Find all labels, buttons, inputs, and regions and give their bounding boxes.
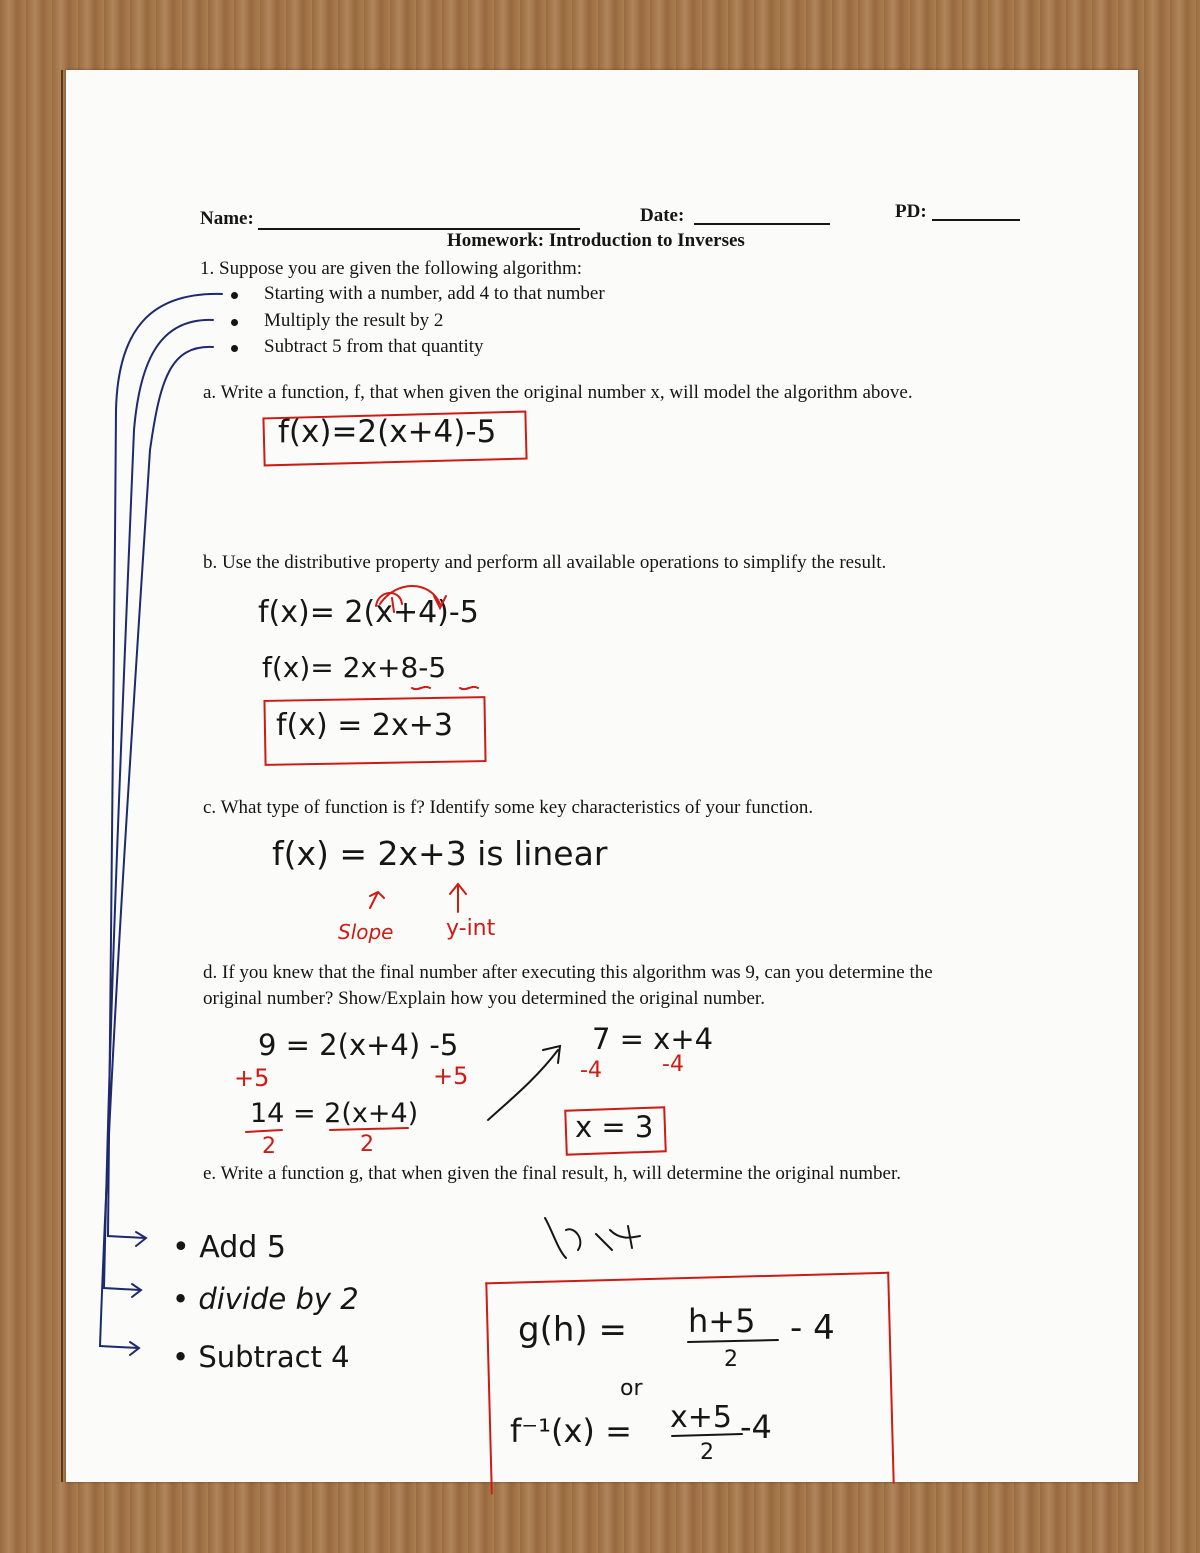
answer-e-step-3: • Subtract 4	[172, 1340, 350, 1374]
arrow-to-eq3	[488, 1050, 558, 1120]
q1-step-2: Multiply the result by 2	[264, 310, 444, 331]
answer-c-yint-label: y-int	[446, 916, 496, 941]
part-c-prompt: c. What type of function is f? Identify some key characteristics of your function.	[203, 797, 814, 818]
pd-label: PD:	[895, 201, 927, 222]
distribute-arrow-2	[380, 586, 446, 608]
cancel-marks	[412, 687, 478, 689]
answer-b-line-2: f(x)= 2x+8-5	[262, 651, 447, 684]
name-label: Name:	[200, 208, 254, 229]
answer-d-divide-left: 2	[262, 1134, 276, 1159]
arrow-divide	[104, 320, 213, 1290]
page-title: Homework: Introduction to Inverses	[447, 230, 745, 251]
scribble	[545, 1218, 640, 1258]
q1-prompt: 1. Suppose you are given the following algorithm:	[200, 258, 583, 279]
q1-step-3: Subtract 5 from that quantity	[264, 336, 484, 357]
yint-arrow-icon	[450, 884, 466, 912]
answer-e-or: or	[620, 1376, 643, 1401]
answer-e-step-3-text: Subtract 4	[198, 1340, 350, 1374]
answer-a: f(x)=2(x+4)-5	[278, 414, 497, 450]
answer-d-eq-3: 7 = x+4	[592, 1022, 714, 1056]
answer-d-minus4-left: -4	[580, 1058, 602, 1083]
answer-d-divide-right: 2	[360, 1132, 374, 1157]
answer-e-g-lhs: g(h) =	[518, 1310, 627, 1350]
part-e-prompt: e. Write a function g, that when given the final result, h, will determine the original number.	[203, 1163, 901, 1184]
answer-b-line-3: f(x) = 2x+3	[276, 708, 453, 743]
answer-e-g-numerator: h+5	[688, 1302, 756, 1340]
answer-e-g-denominator: 2	[724, 1347, 738, 1372]
finv-fraction-bar	[672, 1434, 742, 1436]
answer-c: f(x) = 2x+3 is linear	[272, 834, 608, 873]
answer-e-g-tail: - 4	[790, 1308, 835, 1348]
date-label: Date:	[640, 205, 685, 226]
answer-e-step-1: • Add 5	[172, 1230, 286, 1265]
answer-e-finv-lhs: f⁻¹(x) =	[510, 1412, 632, 1450]
part-d-prompt-line-1: d. If you knew that the final number after executing this algorithm was 9, can you determine the	[203, 962, 933, 983]
part-d-prompt-line-2: original number? Show/Explain how you determined the original number.	[203, 988, 765, 1009]
part-a-prompt: a. Write a function, f, that when given the original number x, will model the algorithm above.	[203, 382, 913, 403]
answer-d-minus4-right: -4	[662, 1052, 684, 1077]
g-fraction-bar	[688, 1340, 778, 1342]
answer-e-finv-denominator: 2	[700, 1440, 714, 1465]
answer-d-plus5-right: +5	[433, 1062, 469, 1090]
divide-bars	[246, 1128, 408, 1132]
answer-e-step-2-text: divide by 2	[198, 1282, 359, 1316]
answer-e-finv-numerator: x+5	[670, 1400, 732, 1435]
part-b-prompt: b. Use the distributive property and perform all available operations to simplify the result.	[203, 552, 887, 573]
answer-d-result: x = 3	[575, 1110, 654, 1144]
arrow-add-5	[108, 294, 222, 1238]
answer-b-line-1: f(x)= 2(x+4)-5	[258, 595, 479, 630]
answer-d-plus5-left: +5	[234, 1064, 270, 1092]
q1-step-1: Starting with a number, add 4 to that number	[264, 283, 605, 304]
answer-d-eq-2: 14 = 2(x+4)	[250, 1098, 419, 1129]
answer-e-step-2: • divide by 2	[172, 1282, 359, 1316]
answer-e-finv-tail: -4	[740, 1408, 772, 1446]
slope-arrow-icon	[370, 892, 384, 908]
answer-d-eq-1: 9 = 2(x+4) -5	[258, 1028, 459, 1062]
answer-c-slope-label: Slope	[338, 920, 394, 944]
answer-e-step-1-text: Add 5	[199, 1230, 286, 1265]
